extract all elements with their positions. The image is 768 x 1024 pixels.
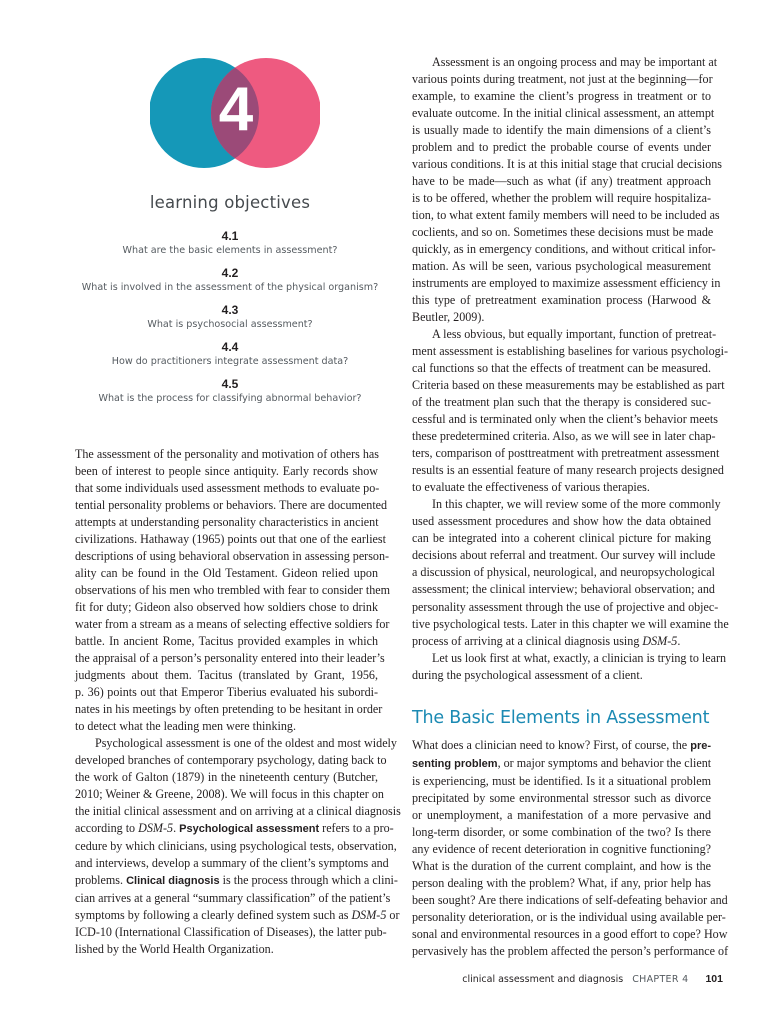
text-line: observations of his men who trembled with fear to consider them [75,583,391,598]
text-line: pervasively has the problem affected the person’s performance of [412,944,729,959]
text-run: . [677,633,681,648]
text-line: sonal and environmental resources in a good effort to cope? How [412,927,728,942]
text-line: ICD-10 (International Classification of Diseases), the latter pub- [75,925,387,940]
text-line: fit for duty; Gideon also observed how soldiers chose to drink [75,600,378,615]
key-term-presenting-problem: pre- [690,740,711,752]
text-line: nates in his meetings by often pretending to be hesitant in order [75,702,383,717]
objective-number: 4.2 [221,266,239,280]
text-line: example, to examine the client’s progress in treatment or to [412,89,711,104]
text-line: used assessment procedures and show how the data obtained [412,514,711,529]
running-title: clinical assessment and diagnosis [462,974,624,985]
objective-question: What is the process for classifying abnormal behavior? [98,393,362,404]
text-line: water from a stream as a means of selecting effective soldiers for [75,617,390,632]
text-line: these predetermined criteria. Also, as we will see in later chap- [412,429,716,444]
objective-number: 4.3 [221,303,239,317]
objective-question: What are the basic elements in assessment? [122,245,338,256]
text-line: attempts at understanding personality characteristics in ancient [75,515,379,530]
dsm-title: DSM-5 [351,908,387,923]
text-line [75,820,394,838]
text-run: problems. [75,873,127,888]
text-line: In this chapter, we will review some of the more commonly [432,497,721,512]
intro-paragraph [75,446,391,735]
text-line: been sought? Are there indications of self-defeating behavior and [412,893,728,908]
text-run: is the process through which a clini- [219,873,398,888]
text-line: cal functions so that the effects of treatment can be measured. [412,361,711,376]
text-line: is usually made to identify the main dimensions of a client’s [412,123,711,138]
text-line: cian arrives at a general “summary classification” of the patient’s [75,891,391,906]
ongoing-process-paragraph [412,54,723,326]
chapter-emblem [150,58,320,168]
text-line: tive psychological tests. Later in this chapter we will examine the [412,616,729,631]
text-line: Assessment is an ongoing process and may be important at [432,55,718,69]
text-line: or unemployment, a manifestation of a more pervasive and [412,808,711,823]
text-line: cedure by which clinicians, using psychological tests, observation, [75,839,397,854]
basic-elements-paragraph [412,737,729,960]
text-line: person dealing with the problem? What, if any, prior help has [412,876,711,891]
text-line: any evidence of recent deterioration in cognitive functioning? [412,842,711,857]
text-line: decisions about referral and treatment. Our survey will include [412,548,716,563]
text-line: quickly, as in emergency conditions, and without critical infor- [412,242,716,257]
chapter-overview-paragraph [412,496,729,649]
text-line: ality can be found in the Old Testament. Gideon relied upon [75,566,378,581]
text-line: various conditions. It is at this initial stage that crucial decisions [412,157,723,172]
text-line [412,737,711,755]
objective-question: What is involved in the assessment of the physical organism? [81,282,379,293]
objective-item [75,339,385,369]
objective-question: How do practitioners integrate assessment data? [111,356,349,367]
text-line: evaluate outcome. In the initial clinical assessment, an attempt [412,106,715,121]
baselines-paragraph [412,326,729,496]
text-line: that some individuals used assessment methods to evaluate po- [75,481,380,496]
text-line: A less obvious, but equally important, function of pretreat- [432,327,717,342]
text-run: . [173,821,180,836]
key-term-psychological-assessment: Psychological assessment [179,823,320,836]
text-line: Psychological assessment is one of the oldest and most widely [95,736,397,751]
text-line: to evaluate the effectiveness of various therapies. [412,480,650,495]
assessment-definition-paragraph [75,735,401,958]
text-line: descriptions of using behavioral observation in assessing person- [75,549,390,564]
objective-item [75,376,385,406]
text-line [412,633,711,650]
text-line: Beutler, 2009). [412,310,485,325]
text-line: What is the duration of the current complaint, and how is the [412,859,711,874]
text-line: this type of pretreatment examination process (Harwood & [412,293,711,308]
text-line: can be integrated into a coherent clinical picture for making [412,531,711,546]
text-line: tential personality problems or behaviors. There are documented [75,498,388,513]
text-line: long-term disorder, or some combination of the two? Is there [412,825,711,840]
text-run: refers to a pro- [319,821,394,836]
text-line: been of interest to people since antiquity. Early records show [75,464,378,479]
text-line [75,907,400,924]
text-line [75,872,398,890]
section-body [412,737,729,960]
text-line: civilizations. Hathaway (1965) points out that one of the earliest [75,532,386,547]
text-line: is to be offered, whether the problem will require hospitaliza- [412,191,711,206]
text-line: developed branches of contemporary psychology, dating back to [75,753,387,768]
dsm-title: DSM-5 [642,633,678,648]
text-line: personality deterioration, or is the individual using available per- [412,910,726,925]
text-line: cessful and is terminated only when the client’s behavior meets [412,412,718,427]
text-line: lished by the World Health Organization. [75,942,274,957]
chapter-circles-graphic [150,58,320,168]
text-line: ment assessment is establishing baselines for various psychologi- [412,344,729,359]
objective-number: 4.1 [221,229,239,243]
left-column [75,446,401,958]
text-line: judgments about them. Tacitus (translated by Grant, 1956, [75,668,378,683]
learning-objectives-list [75,228,385,413]
text-line: of the treatment plan such that the therapy is considered suc- [412,395,711,410]
text-line: a discussion of physical, neurological, and neuropsychological [412,565,715,580]
text-run: or [386,908,400,923]
text-line: assessment; the clinical interview; behavioral observation; and [412,582,715,597]
text-line: Criteria based on these measurements may be established as part [412,378,725,393]
text-line: instruments are employed to maximize assessment efficiency in [412,276,721,291]
text-line: problem and to predict the probable course of events under [412,140,711,155]
text-run: according to [75,821,139,836]
text-run: What does a clinician need to know? First, of course, the [412,738,691,752]
text-run: process of arriving at a clinical diagnosis using [412,633,643,648]
text-line: personality assessment through the use of projective and objec- [412,599,719,614]
objective-item [75,228,385,258]
text-line: tion, to what extent family members will need to be included as [412,208,720,223]
text-line: and interviews, develop a summary of the client’s symptoms and [75,856,389,871]
text-line: the appraisal of a person’s personality entered into their leader’s [75,651,385,666]
text-line: mation. As will be seen, various psychological measurement [412,259,711,274]
objective-item [75,302,385,332]
text-line: the work of Galton (1879) in the nineteenth century (Butcher, [75,770,378,785]
page-footer [462,973,723,985]
text-line: battle. In ancient Rome, Tacitus provided examples in which [75,634,378,649]
text-line: precipitated by some environmental stressor such as divorce [412,791,711,806]
objective-question: What is psychosocial assessment? [147,319,313,330]
chapter-label: CHAPTER 4 [632,974,689,985]
text-line: ters, comparison of posttreatment with pretreatment assessment [412,446,720,461]
text-line: is experiencing, must be identified. Is it a situational problem [412,774,711,789]
chapter-number: 4 [218,75,254,144]
transition-paragraph [412,650,727,684]
section-heading: The Basic Elements in Assessment [412,708,710,728]
text-line: 2010; Weiner & Greene, 2008). We will focus in this chapter on [75,787,384,802]
text-line: have to be made—such as what (if any) treatment approach [412,174,711,189]
text-line: during the psychological assessment of a client. [412,667,643,682]
objective-number: 4.4 [221,340,239,354]
text-run: , or major symptoms and behavior the client [497,756,712,771]
text-line: results is an essential feature of many research projects designed [412,463,724,478]
objective-item [75,265,385,295]
text-line: various points during treatment, not just at the beginning—for [412,72,713,87]
key-term-clinical-diagnosis: Clinical diagnosis [126,875,220,888]
text-line: to detect what the leading men were thinking. [75,719,296,734]
learning-objectives-title: learning objectives [149,193,311,212]
text-line: p. 36) points out that Emperor Tiberius evaluated his subordi- [75,685,378,700]
text-line: The assessment of the personality and motivation of others has [75,447,379,461]
key-term-presenting-problem: senting problem [412,758,498,771]
right-column [412,54,729,684]
text-line: Let us look first at what, exactly, a clinician is trying to learn [432,650,727,665]
dsm-title: DSM-5 [138,821,174,836]
page-number: 101 [705,973,723,985]
text-line: the initial clinical assessment and on arriving at a clinical diagnosis [75,804,401,819]
objective-number: 4.5 [221,377,239,391]
text-line: coclients, and so on. Sometimes these decisions must be made [412,225,714,240]
text-line [412,755,711,773]
text-run: symptoms by following a clearly defined system such as [75,908,352,923]
